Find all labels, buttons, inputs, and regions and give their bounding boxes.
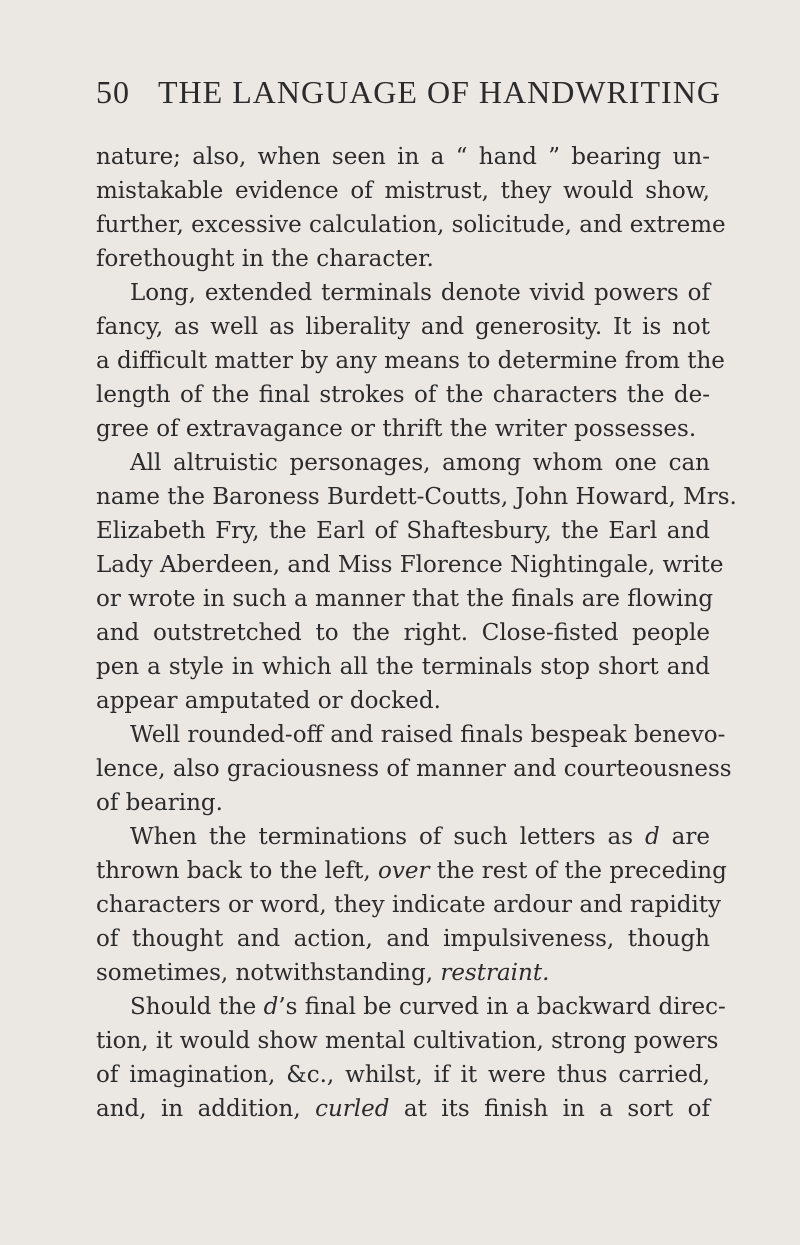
text-run: Long, extended terminals denote vivid powers of <box>130 280 710 306</box>
text-line <box>96 786 710 820</box>
text-line <box>96 616 710 650</box>
text-line <box>96 922 710 956</box>
text-line <box>96 1058 710 1092</box>
text-line <box>96 480 737 514</box>
text-line <box>96 820 710 854</box>
text-run: When the terminations of such letters as <box>130 824 645 850</box>
text-line <box>96 956 710 990</box>
text-run: length of the final strokes of the characters the de- <box>96 382 710 408</box>
italic-text: curled <box>315 1096 390 1122</box>
running-head <box>96 74 721 114</box>
text-run: Elizabeth Fry, the Earl of Shaftesbury, the Earl and <box>96 518 710 544</box>
text-line <box>96 140 710 174</box>
text-run: at its finish in a sort of <box>389 1096 711 1122</box>
text-line <box>96 718 726 752</box>
text-run: of thought and action, and impulsiveness, though <box>96 926 710 952</box>
text-run: Should the <box>130 994 264 1020</box>
italic-text: d <box>263 994 279 1020</box>
text-line <box>96 446 710 480</box>
text-run: or wrote in such a manner that the finals are flowing <box>96 586 714 612</box>
text-run: thrown back to the left, <box>96 858 378 884</box>
text-run: fancy, as well as liberality and generosity. It is not <box>96 314 710 340</box>
running-title: THE LANGUAGE OF HANDWRITING <box>158 74 721 110</box>
text-run: appear amputated or docked. <box>96 688 441 714</box>
text-run: pen a style in which all the terminals stop short and <box>96 654 710 680</box>
text-line <box>96 412 710 446</box>
text-line <box>96 990 726 1024</box>
text-run: and, in addition, <box>96 1096 316 1122</box>
text-line <box>96 582 714 616</box>
text-line <box>96 548 724 582</box>
text-line <box>96 650 710 684</box>
text-line <box>96 208 726 242</box>
text-line <box>96 378 710 412</box>
text-line <box>96 310 710 344</box>
text-run: forethought in the character. <box>96 246 434 272</box>
text-run: gree of extravagance or thrift the writer possesses. <box>96 416 697 442</box>
text-line <box>96 1024 719 1058</box>
text-run: and outstretched to the right. Close-fisted people <box>96 620 710 646</box>
text-line <box>96 1092 710 1126</box>
text-run: of imagination, &c., whilst, if it were thus carried, <box>96 1062 710 1088</box>
text-run: Lady Aberdeen, and Miss Florence Nightingale, write <box>96 552 724 578</box>
text-run: sometimes, notwithstanding, <box>96 960 441 986</box>
text-line <box>96 514 710 548</box>
text-line <box>96 344 725 378</box>
text-run: are <box>659 824 710 850</box>
text-line <box>96 854 727 888</box>
text-run: of bearing. <box>96 790 223 816</box>
text-line <box>96 888 722 922</box>
text-run: ’s final be curved in a backward direc- <box>278 994 726 1020</box>
text-run: mistakable evidence of mistrust, they would show, <box>96 178 710 204</box>
text-run: tion, it would show mental cultivation, strong powers <box>96 1028 719 1054</box>
text-run: Well rounded-off and raised finals bespeak benevo- <box>130 722 726 748</box>
text-line <box>96 684 710 718</box>
text-run: nature; also, when seen in a “ hand ” bearing un- <box>96 144 710 170</box>
text-run: characters or word, they indicate ardour and rapidity <box>96 892 722 918</box>
text-run: a difficult matter by any means to determine from the <box>96 348 725 374</box>
page-number: 50 <box>96 74 130 110</box>
text-run: further, excessive calculation, solicitude, and extreme <box>96 212 726 238</box>
italic-text: over <box>378 858 430 884</box>
italic-text: restraint. <box>440 960 550 986</box>
text-line <box>96 174 710 208</box>
text-run: name the Baroness Burdett-Coutts, John Howard, Mrs. <box>96 484 737 510</box>
text-line <box>96 752 732 786</box>
body-text <box>96 140 737 1126</box>
text-run: the rest of the preceding <box>429 858 727 884</box>
text-line <box>96 242 710 276</box>
italic-text: d <box>644 824 660 850</box>
text-run: All altruistic personages, among whom one can <box>130 450 710 476</box>
text-line <box>96 276 710 310</box>
text-run: lence, also graciousness of manner and courteousness <box>96 756 732 782</box>
